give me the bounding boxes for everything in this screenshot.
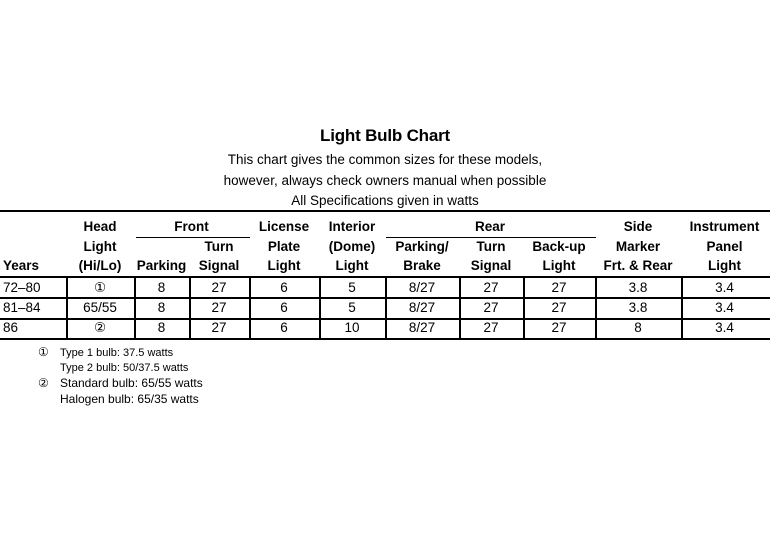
footnote-1-line-2: Type 2 bulb: 50/37.5 watts bbox=[60, 362, 189, 374]
cell-parking: 8 bbox=[157, 280, 166, 295]
cell-turn-front: 27 bbox=[211, 280, 227, 295]
header-license-1: License bbox=[258, 219, 310, 234]
header-side-marker-3: Frt. & Rear bbox=[603, 258, 673, 273]
header-interior-1: Interior bbox=[328, 219, 376, 234]
cell-turn-front: 27 bbox=[211, 320, 227, 335]
header-backup-1: Back-up bbox=[532, 239, 586, 254]
header-interior-2: (Dome) bbox=[328, 239, 376, 254]
cell-side-marker: 8 bbox=[634, 320, 642, 335]
cell-backup: 27 bbox=[551, 300, 567, 315]
cell-backup: 27 bbox=[551, 280, 567, 295]
header-head-light-1: Head bbox=[83, 219, 117, 234]
cell-turn-rear: 27 bbox=[483, 300, 499, 315]
subtitle-line-2: however, always check owners manual when possible bbox=[223, 173, 547, 188]
cell-head-light: 65/55 bbox=[83, 300, 117, 315]
header-parking-brake-1: Parking/ bbox=[395, 239, 449, 254]
page-title: Light Bulb Chart bbox=[320, 126, 450, 145]
header-license-2: Plate bbox=[267, 239, 301, 254]
cell-head-light: ② bbox=[93, 320, 107, 335]
header-backup-2: Light bbox=[542, 258, 576, 273]
cell-license: 6 bbox=[280, 280, 288, 295]
cell-parking: 8 bbox=[157, 300, 166, 315]
header-years: Years bbox=[3, 258, 40, 273]
header-group-rear: Rear bbox=[474, 219, 506, 234]
cell-license: 6 bbox=[280, 300, 288, 315]
cell-instrument: 3.4 bbox=[715, 320, 734, 335]
header-parking: Parking bbox=[136, 258, 187, 273]
header-instrument-3: Light bbox=[708, 258, 741, 273]
footnote-1-line-1: Type 1 bulb: 37.5 watts bbox=[60, 347, 174, 359]
footnote-2-marker: ② bbox=[38, 376, 49, 390]
header-license-3: Light bbox=[267, 258, 301, 273]
cell-instrument: 3.4 bbox=[715, 280, 734, 295]
header-turn-signal-front-2: Signal bbox=[198, 258, 240, 273]
header-head-light-2: Light bbox=[83, 239, 117, 254]
header-instrument-1: Instrument bbox=[689, 219, 760, 234]
header-turn-signal-rear-1: Turn bbox=[476, 239, 506, 254]
subtitle-line-3: All Specifications given in watts bbox=[291, 193, 479, 208]
cell-turn-rear: 27 bbox=[483, 280, 499, 295]
cell-side-marker: 3.8 bbox=[628, 300, 648, 315]
footnote-1-marker: ① bbox=[38, 345, 49, 359]
cell-backup: 27 bbox=[551, 320, 567, 335]
cell-turn-rear: 27 bbox=[483, 320, 499, 335]
cell-head-light: ① bbox=[93, 280, 107, 295]
cell-turn-front: 27 bbox=[211, 300, 227, 315]
header-head-light-3: (Hi/Lo) bbox=[78, 258, 122, 273]
cell-parking-brake: 8/27 bbox=[408, 300, 436, 315]
cell-license: 6 bbox=[280, 320, 288, 335]
header-parking-brake-2: Brake bbox=[403, 258, 441, 273]
table-top-rule bbox=[0, 210, 770, 212]
cell-interior: 5 bbox=[348, 300, 356, 315]
footnote-2-line-2: Halogen bulb: 65/35 watts bbox=[60, 392, 199, 406]
header-side-marker-2: Marker bbox=[615, 239, 661, 254]
header-interior-3: Light bbox=[335, 258, 369, 273]
footnote-2-line-1: Standard bulb: 65/55 watts bbox=[60, 376, 203, 390]
header-turn-signal-front-1: Turn bbox=[204, 239, 234, 254]
cell-interior: 5 bbox=[348, 280, 356, 295]
cell-parking-brake: 8/27 bbox=[408, 280, 436, 295]
subtitle-line-1: This chart gives the common sizes for these models, bbox=[227, 152, 543, 167]
cell-years: 72–80 bbox=[3, 280, 41, 295]
header-instrument-2: Panel bbox=[706, 239, 743, 254]
cell-parking: 8 bbox=[157, 320, 166, 335]
cell-years: 81–84 bbox=[3, 300, 41, 315]
cell-side-marker: 3.8 bbox=[628, 280, 648, 295]
cell-parking-brake: 8/27 bbox=[408, 320, 436, 335]
cell-interior: 10 bbox=[344, 320, 360, 335]
cell-years: 86 bbox=[3, 320, 19, 335]
cell-instrument: 3.4 bbox=[715, 300, 734, 315]
header-side-marker-1: Side bbox=[623, 219, 653, 234]
header-turn-signal-rear-2: Signal bbox=[470, 258, 512, 273]
header-group-front: Front bbox=[174, 219, 209, 234]
